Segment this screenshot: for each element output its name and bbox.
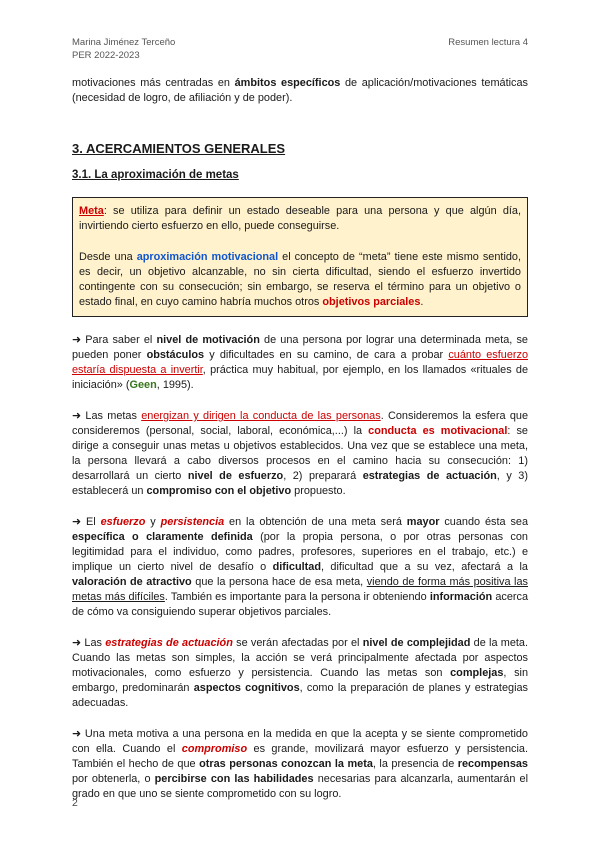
term-meta: Meta <box>79 205 104 217</box>
highlight-blue: aproximación motivacional <box>136 251 279 263</box>
underlined-red-phrase: cuánto esfuerzo estaría dispuesta a invertir <box>72 349 529 376</box>
page-content <box>72 76 528 802</box>
page-number: 2 <box>72 797 78 809</box>
header-course: PER 2022-2023 <box>72 50 140 61</box>
paragraph-motivation-level: ➜ Para saber el nivel de motivación de una persona por lograr una determinada meta, se pueden poner obstáculos y dificultades en su camino, de cara a probar cuánto esfuerzo estaría dispuesta a invertir, práctica muy habitual, por ejemplo, en los llamados «rituales de iniciación» (Geen, 1995). <box>72 334 529 391</box>
paragraph-goals-energize: ➜ Las metas energizan y dirigen la conducta de las personas. Consideremos la esfera que consideremos (personal, social, laboral, económica,...) la conducta es motivacional: se dirige a conseguir unas metas u objetivos establecidos. Una vez que se establece una meta, la persona llevará a cabo diversos procesos en el camino hacia su consecución: 1) desarrollará un cierto nivel de esfuerzo, 2) preparará estrategias de actuación, y 3) establecerá un compromiso con el objetivo propuesto. <box>72 410 529 497</box>
header-doc-title: Resumen lectura 4 <box>448 37 528 48</box>
subsection-title: 3.1. La aproximación de metas <box>72 169 239 181</box>
paragraph-effort-persistence: ➜ El esfuerzo y persistencia en la obtención de una meta será mayor cuando ésta sea específica o claramente definida (por la propia persona, o por otras personas con legitimidad para el individuo, como padres, profesores, superiores en el trabajo, etc.) e implique un cierto nivel de desafío o dificultad, dificultad que a su vez, afectará a la valoración de atractivo que la persona hace de esa meta, viendo de forma más positiva las metas más difíciles. También es importante para la persona ir obteniendo información acerca de cómo va consiguiendo superar objetivos parciales. <box>72 516 529 618</box>
highlight-red: objetivos parciales <box>322 296 421 308</box>
page-header <box>72 36 528 62</box>
definition-paragraph: Meta: se utiliza para definir un estado deseable para una persona y que algún día, invirtiendo cierto esfuerzo en ello, puede conseguirse. <box>79 205 521 232</box>
bold-term: ámbitos específicos <box>234 77 341 89</box>
citation-author: Geen <box>129 379 157 391</box>
intro-paragraph: motivaciones más centradas en ámbitos específicos de aplicación/motivaciones temáticas (necesidad de logro, de afiliación y de poder). <box>72 77 528 104</box>
motivational-approach-paragraph: Desde una aproximación motivacional el concepto de “meta” tiene este mismo sentido, es decir, un objetivo alcanzable, no sin cierta dificultad, siendo el esfuerzo invertido contingente con su consecución; sin embargo, se reserva el término para un objetivo o estado final, en cuyo camino habría muchos otros objetivos parciales. <box>79 251 521 308</box>
section-title: 3. ACERCAMIENTOS GENERALES <box>72 141 286 156</box>
definition-box <box>72 197 528 317</box>
header-author: Marina Jiménez Terceño <box>72 37 176 48</box>
paragraph-commitment: ➜ Una meta motiva a una persona en la medida en que la acepta y se siente comprometido con ella. Cuando el compromiso es grande, movilizará mayor esfuerzo y persistencia. También el hecho de que otras personas conozcan la meta, la presencia de recompensas por obtenerla, o percibirse con las habilidades necesarias para alcanzarla, aumentarán el grado en que uno se siente comprometido con su logro. <box>72 728 528 800</box>
underlined-red-phrase: energizan y dirigen la conducta de las personas <box>141 410 381 422</box>
paragraph-action-strategies: ➜ Las estrategias de actuación se verán afectadas por el nivel de complejidad de la meta. Cuando las metas son simples, la acción se verá principalmente afectada por aspectos motivacionales, como esfuerzo y persistencia. Cuando las metas son complejas, sin embargo, predominarán aspectos cognitivos, como la preparación de planes y estrategias adecuadas. <box>72 637 529 709</box>
